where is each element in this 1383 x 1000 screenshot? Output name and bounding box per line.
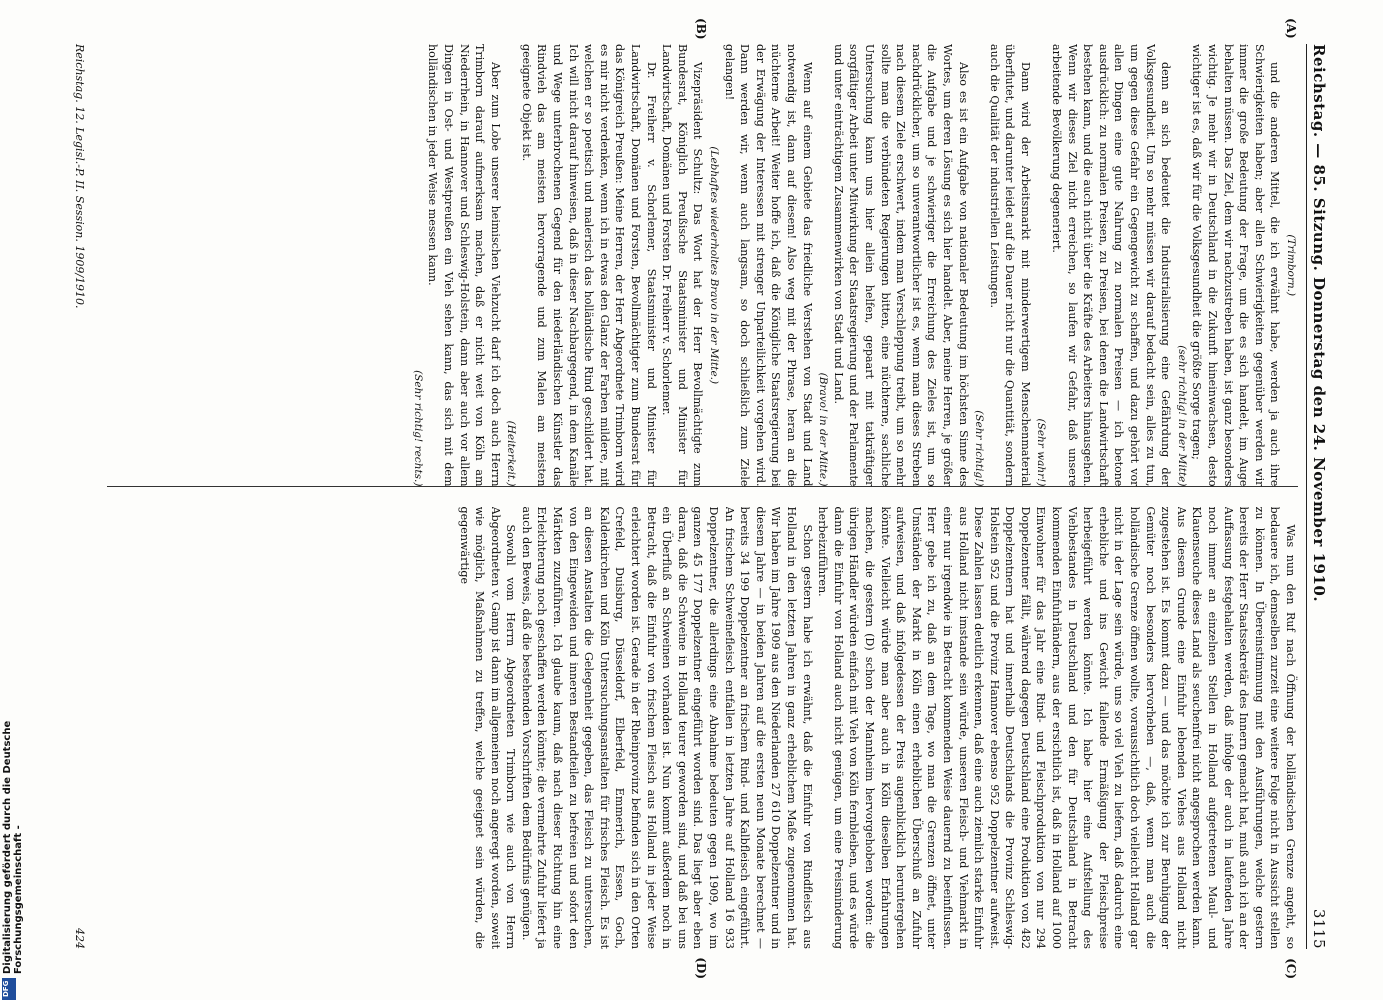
speaker-reference: (Trimborn.) [1285, 234, 1297, 297]
right-column [107, 507, 1298, 950]
paragraph: Was nun den Ruf nach Öffnung der holländischen Grenze angeht, so bedauere ich, demselben zurzeit eine weitere Folge nicht in Aussicht stellen zu können. In Übereinstimmung mit den Ausführungen, welche gestern bereits der Herr Staatssekretär des Innern gemacht hat, muß auch ich an der Auffassung festgehalten werden, daß infolge der auch in laufenden Jahre noch immer an einzelnen Stellen in Holland aufgetretenen Maul- und Klauenseuche dieses Land als seuchenfrei nicht angesprochen werden kann. Aus diesem Grunde eine Einfuhr lebenden Viehes aus Holland nicht zugestehen ist. Es kommt dazu — und das möchte ich zur Beruhigung der Gemüter noch besonders hervorheben —, daß, wenn man auch die holländische Grenze öffnen wollte, voraussichtlich doch vielleicht Holland gar nicht in der Lage sein würde, uns so viel Vieh zu liefern, daß dadurch eine erhebliche und ins Gewicht fallende Ermäßigung der Fleischpreise herbeigeführt werden könnte. Ich habe hier eine Aufstellung des Viehbestandes in Deutschland und den für Deutschland in Betracht kommenden Einfuhrländern, aus der ersichtlich ist, daß in Holland auf 1000 Einwohner für das Jahr eine Rind- und Fleischproduktion von nur 294 Doppelzentner fällt, während dagegen Deutschland eine Produktion von 482 Doppelzentnern hat und innerhalb Deutschlands die Provinz Schleswig-Holstein 952 und die Provinz Hannover ebenso 952 Doppelzentner aufweist. Diese Zahlen lassen deutlich erkennen, daß eine auch ziemlich starke Einfuhr aus Holland nicht imstande sein würde, unseren Fleisch- und Viehmarkt in einer nur irgendwie in Betracht kommenden Weise dauernd zu beeinflussen. Herr gebe ich zu, daß an dem Tage, wo man die Grenzen öffnet, unter Umständen der Markt in Köln einen erheblichen Überschuß an Zufuhr aufweisen, und daß infolgedessen der Preis augenblicklich heruntergehen könnte. Vielleicht würde man aber auch in Köln dieselben Erfahrungen machen, die gestern (D) schon der Mannheim hervorgehoben worden: die übrigen Händler würden einfach mit Vieh von Köln fernbleiben, und es würde dann die Einfuhr von Holland auch nicht genügen, um eine Preisminderung herbeizuführen. [816, 506, 1297, 949]
margin-marker-a: (A) [1284, 18, 1298, 39]
header-title: Reichstag. — 85. Sitzung. Donnerstag den 24. November 1910. [1310, 44, 1328, 603]
margin-marker-b: (B) [694, 18, 708, 40]
interjection: (Bravo! in der Mitte.) [817, 372, 830, 487]
footer-page-number: 424 [73, 928, 86, 949]
interjection: (Sehr wahr!) [1035, 418, 1048, 487]
dfg-logo: DFG [2, 978, 16, 1000]
interjection: (Lebhaftes wiederholtes Bravo in der Mitte.) [708, 146, 721, 385]
column-divider [107, 486, 1298, 487]
digitization-credit: Digitalisierung gefördert durch die Deutsche Forschungsgemeinschaft - [2, 720, 24, 974]
paragraph: Dann wird der Arbeitsmarkt mit minderwertigem Menschenmaterial überflutet, und darunter leidet auf die Dauer nicht nur die Quantität, sondern auch die Qualität der industriellen Leistungen. [987, 44, 1032, 487]
paragraph: Schon gestern habe ich erwähnt, daß die Einfuhr von Rindfleisch aus Holland in den letzten Jahren in ganz erheblichem Maße zugenommen hat. Wir haben im Jahre 1909 aus den Niederlanden 27 610 Doppelzentner und in diesem Jahre — in beiden Jahren auf die ersten neun Monate berechnet — bereits 34 199 Doppelzentner an frischem Rind- und Kalbfleisch eingeführt. An frischem Schweinefleisch entfallen in letzten Jahre auf Holland 16 933 Doppelzentner, die allerdings eine Abnahme bedeuten gegen 1909, wo im ganzen 45 177 Doppelzentner eingeführt worden sind. Das liegt aber eben daran, daß die Schweine in Holland teurer geworden sind, und daß bei uns ein Überfluß an Schweinen vorhanden ist. Nun kommt außerdem noch in Betracht, daß die Einfuhr von frischem Fleisch aus Holland in jeder Weise erleichtert worden ist. Gerade in der Rheinprovinz befinden sich in den Orten Crefeld, Duisburg, Düsseldorf, Elberfeld, Emmerich, Essen, Goch, Kaldenkirchen und Köln Untersuchungsanstalten für frisches Fleisch. Es ist an diesen Anstalten die Gelegenheit gegeben, das Fleisch zu untersuchen, von den Eingeweiden und inneren Bestandteilen zu befreien und sofort den Märkten zuzuführen. Ich glaube kaum, daß nach dieser Richtung hin eine Erleichterung noch geschaffen werden könnte; die vermehrte Zufuhr liefert ja auch den Beweis, daß die bestehenden Vorschriften dem Bedürfnis genügen. [519, 506, 814, 949]
paragraph: Sowohl vom Herrn Abgeordneten Trimborn wie auch von Herrn Abgeordneten v. Gamp ist dann im allgemeinen noch angeregt worden, soweit wie möglich, Maßnahmen zu treffen, welche geeignet sein würden, die gegenwärtige [457, 506, 518, 949]
text-columns [107, 44, 1298, 949]
left-column [107, 44, 1298, 487]
page-footer [73, 44, 86, 949]
margin-marker-c: (C) [1284, 958, 1298, 979]
margin-marker-d: (D) [694, 957, 708, 979]
paragraph: Wenn auf einem Gebiete das friedliche Verstehen von Stadt und Land notwendig ist, dann auf diesem! Also weg mit der Phrase, heran an die nüchterne Arbeit! Weiter hoffe ich, daß die Königliche Staatsregierung bei der Erwägung der Interessen mit strenger Unparteilichkeit vorgehen wird. Dann werden wir, wenn auch langsam, so doch schließlich zum Ziele gelangen! [722, 44, 814, 487]
interjection: (sehr richtig! in der Mitte) [1175, 345, 1188, 487]
page-number: 3115 [1310, 908, 1328, 949]
paragraph: Dr. Freiherr v. Schorlemer, Staatsminister und Minister für Landwirtschaft, Domänen und Forsten, Bevollmächtigter zum Bundesrat für das Königreich Preußen: Meine Herren, der Herr Abgeordnete Trimborn wird es mir nicht verdenken, wenn ich in etwas den Glanz der Farben mildere, mit welchen er so poetisch und malerisch das holländische Rind geschildert hat. Ich will nicht darauf hinweisen, daß in dieser Nachbargegend, in dem Kanäle und Wege unterbrochenen Gegend für den niederländischen Künstler das Rindvieh das am meisten hervorragende und zum Malen am meisten geeignete Objekt ist. [519, 44, 658, 487]
side-credit-strip [2, 600, 24, 1000]
paragraph: Aber zum Lobe unserer heimischen Viehzucht darf ich doch auch Herrn Trimborn darauf aufmerksam machen, daß er nicht weit von Köln am Niederrhein, in Hannover und Schleswig-Holstein, dann aber auch vor allem Dingen in Ost- und Westpreußen ein Vieh sehen kann, das sich mit dem holländischen in jeder Weise messen kann. [426, 44, 502, 487]
paragraph: Vizepräsident Schultz: Das Wort hat der Herr Bevollmächtigte zum Bundesrat, Königlich Preußische Staatsminister und Minister für Landwirtschaft, Domänen und Forsten Dr. Freiherr v. Schorlemer. [660, 44, 705, 487]
interjection: (Sehr richtig! rechts.) [411, 370, 424, 487]
page-header [1306, 44, 1328, 949]
paragraph: und die anderen Mittel, die ich erwähnt habe, werden ja auch ihre Schwierigkeiten haben; aber allen Schwierigkeiten gegenüber werden wir immer die große Bedeutung der Frage, um die es sich handelt, im Auge behalten müssen. Das Ziel, dem wir nachzustreben haben, ist ganz besonders wichtig. Je mehr wir in Deutschland in die Zukunft hineinwachsen, desto wichtiger ist es, daß wir für die Volksgesundheit die größte Sorge tragen; [1190, 44, 1282, 487]
paragraph: Also es ist ein Aufgabe von nationaler Bedeutung im höchsten Sinne des Wortes, um deren Lösung es sich hier handelt. Aber, meine Herren, je größer die Aufgabe und je schwieriger die Erreichung des Zieles ist, um so nachdrücklicher, um so unverantwortlicher ist es, wenn man dieses Streben nach diesem Ziele erschwert, indem man Verschleppung treibt, um so mehr sollte man die verbündeten Regierungen bitten, eine nüchterne, sachliche Untersuchung kann uns hier allein helfen, gepaart mit tatkräftiger sorgfältiger Arbeit unter Mitwirkung der Staatsregierung und der Parlamente und unter einträchtigem Zusammenwirken von Stadt und Land. [831, 44, 970, 487]
interjection: (Sehr richtig!) [973, 410, 986, 487]
interjection: (Heiterkeit.) [505, 420, 518, 487]
page-content [73, 18, 1328, 979]
footer-session: Reichstag. 12. Legisl.-P. II. Session. 1909/1910. [73, 44, 86, 309]
paragraph: denn an sich bedeutet die Industrialisierung eine Gefährdung der Volksgesundheit. Um so mehr müssen wir darauf bedacht sein, alles zu tun, um gegen diese Gefahr ein Gegengewicht zu schaffen, und dazu gehört vor allen Dingen eine gute Nahrung zu normalen Preisen — ich betone ausdrücklich: zu normalen Preisen, zu Preisen, bei denen die Landwirtschaft bestehen kann, und die auch nicht über die Kräfte des Arbeiters hinausgehen. Wenn wir dieses Ziel nicht erreichen, so laufen wir Gefahr, daß unsere arbeitende Bevölkerung degeneriert. [1050, 44, 1173, 487]
